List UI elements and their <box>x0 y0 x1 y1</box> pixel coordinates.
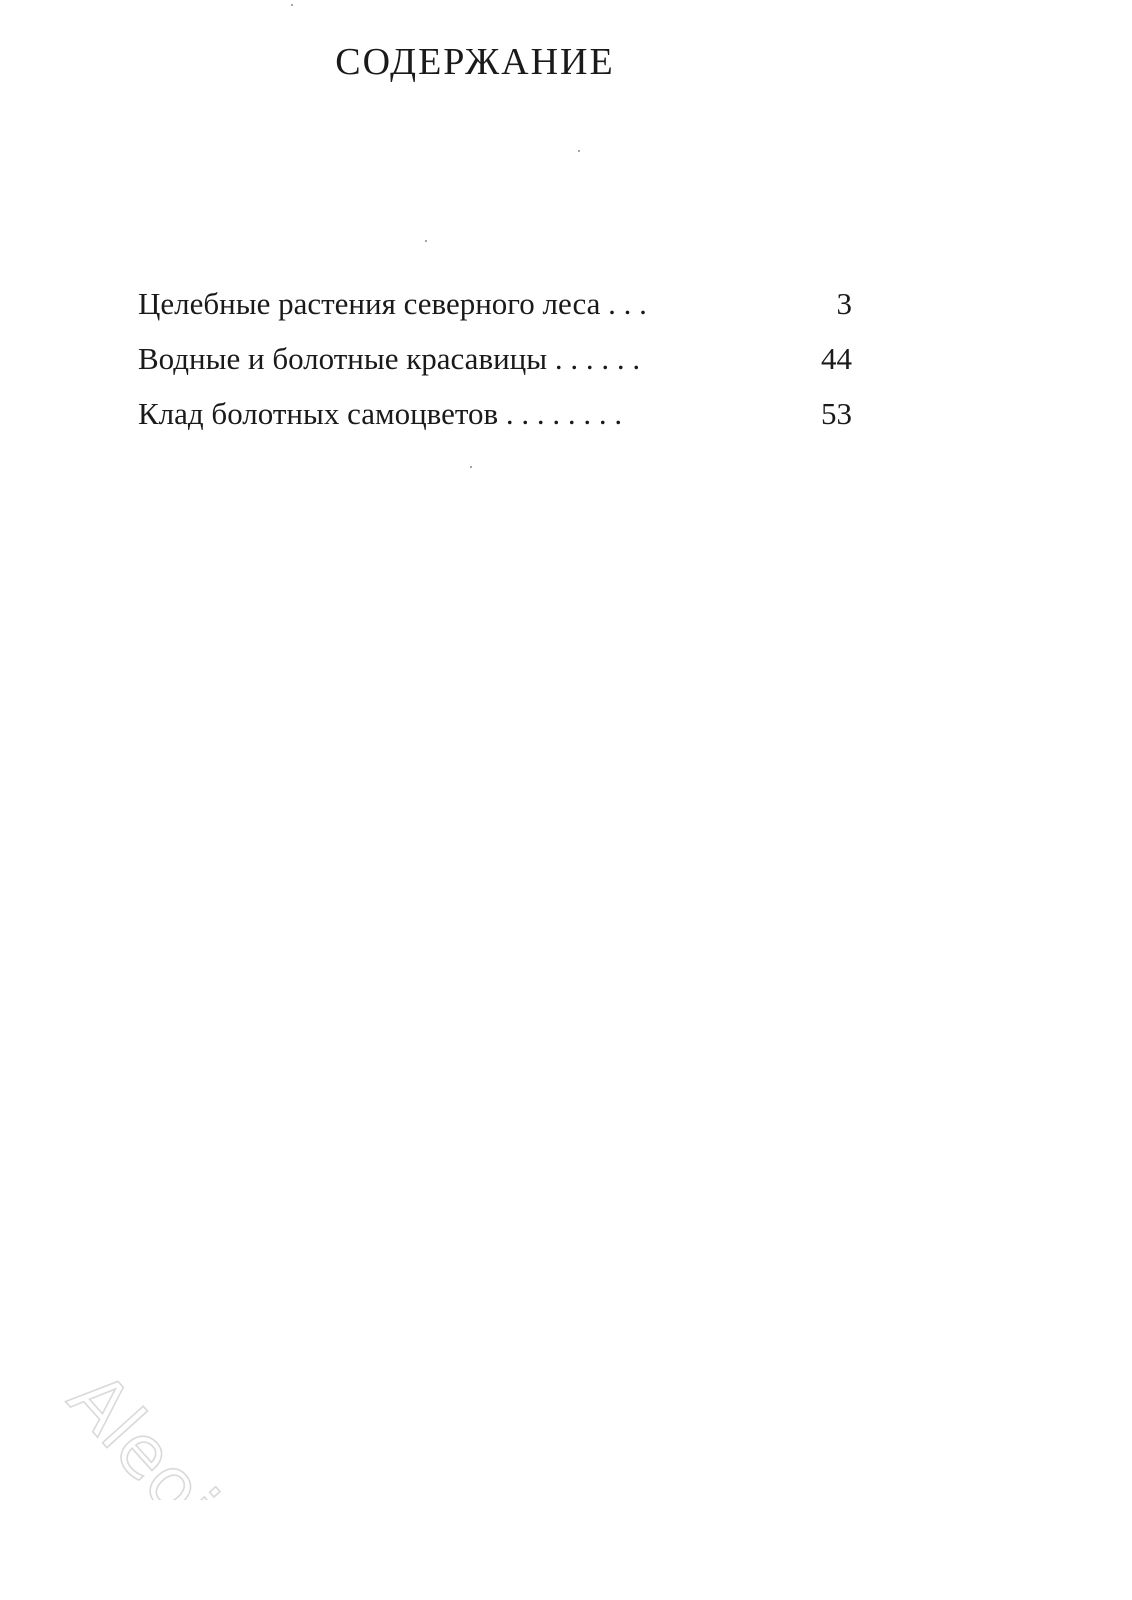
scan-speck <box>470 466 472 468</box>
toc-entry-page-number: 53 <box>821 396 852 431</box>
toc-entry-title: Клад болотных самоцветов . . . . . . . . <box>138 396 623 431</box>
page-title: СОДЕРЖАНИЕ <box>335 41 615 83</box>
toc-entry[interactable] <box>138 337 852 392</box>
scan-speck <box>291 4 293 6</box>
toc-entry-page-number: 3 <box>836 286 852 321</box>
toc-entry-title: Водные и болотные красавицы . . . . . . <box>138 341 641 376</box>
toc-entry[interactable] <box>138 392 852 447</box>
toc-entry-page-number: 44 <box>821 341 852 376</box>
toc-entry[interactable] <box>138 282 852 337</box>
svg-text:Aleoi: Aleoi <box>60 1380 234 1500</box>
scan-speck <box>578 150 580 152</box>
table-of-contents <box>138 282 852 447</box>
scan-speck <box>425 240 427 242</box>
watermark-logo <box>60 1380 280 1500</box>
toc-entry-title: Целебные растения северного леса . . . <box>138 286 647 321</box>
